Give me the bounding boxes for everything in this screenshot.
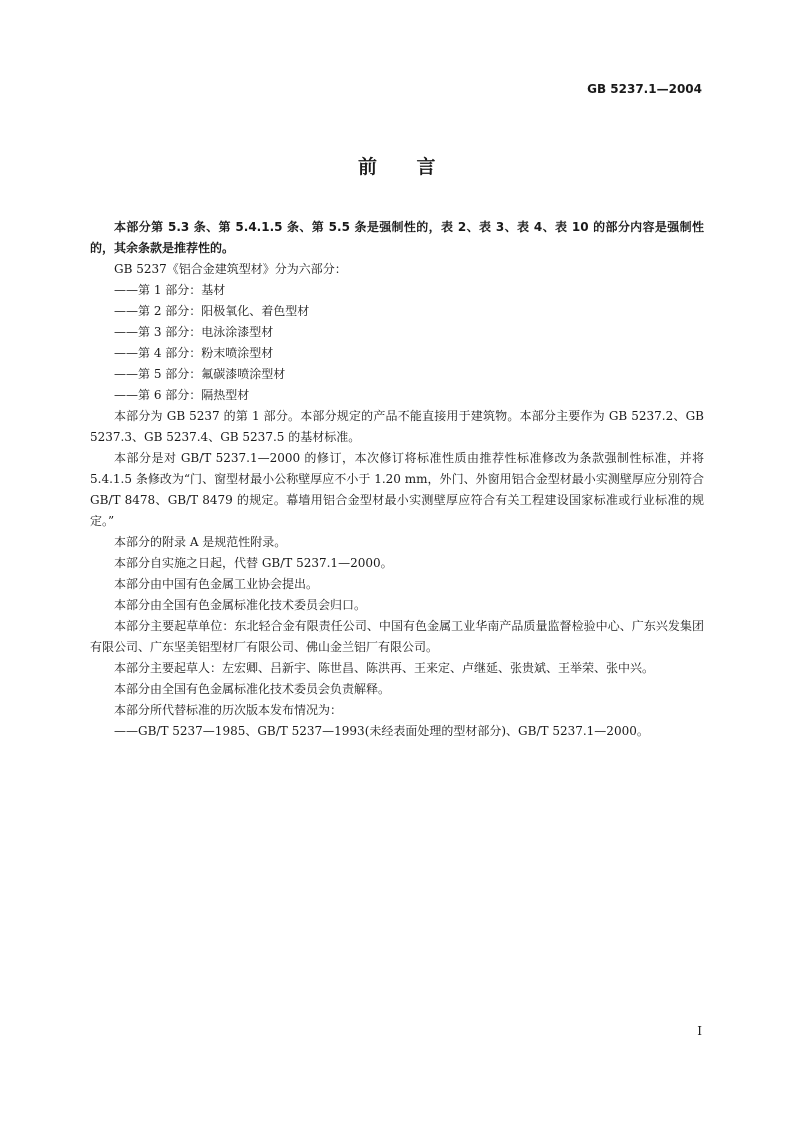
drafting-units-paragraph: 本部分主要起草单位：东北轻合金有限责任公司、中国有色金属工业华南产品质量监督检验中心、广东兴发集团有限公司、广东坚美铝型材厂有限公司、佛山金兰铝厂有限公司。 [90, 619, 704, 654]
part-list-item: ——第 2 部分：阳极氧化、着色型材 [114, 304, 310, 318]
part-list-item: ——第 6 部分：隔热型材 [114, 388, 250, 402]
history-list-item: ——GB/T 5237—1985、GB/T 5237—1993(未经表面处理的型材部分)、GB/T 5237.1—2000。 [114, 724, 649, 738]
proposer-paragraph: 本部分由中国有色金属工业协会提出。 [114, 577, 319, 591]
mandatory-clause-statement: 本部分第 5.3 条、第 5.4.1.5 条、第 5.5 条是强制性的，表 2、表 3、表 4、表 10 的部分内容是强制性的，其余条款是推荐性的。 [90, 220, 704, 255]
part-list-item: ——第 5 部分：氟碳漆喷涂型材 [114, 367, 286, 381]
foreword-body [90, 217, 704, 742]
part-list-item: ——第 4 部分：粉末喷涂型材 [114, 346, 274, 360]
history-intro: 本部分所代替标准的历次版本发布情况为： [114, 703, 343, 717]
annex-paragraph: 本部分的附录 A 是规范性附录。 [114, 535, 287, 549]
part-list-item: ——第 1 部分：基材 [114, 283, 226, 297]
scope-paragraph: 本部分为 GB 5237 的第 1 部分。本部分规定的产品不能直接用于建筑物。本部分主要作为 GB 5237.2、GB 5237.3、GB 5237.4、GB 5237.5 的基材标准。 [90, 409, 704, 444]
centralized-paragraph: 本部分由全国有色金属标准化技术委员会归口。 [114, 598, 367, 612]
standard-code: GB 5237.1—2004 [587, 82, 702, 96]
page-title: 前 言 [357, 156, 436, 178]
revision-paragraph: 本部分是对 GB/T 5237.1—2000 的修订，本次修订将标准性质由推荐性标准修改为条款强制性标准，并将 5.4.1.5 条修改为“门、窗型材最小公称壁厚应不小于 1.20 mm，外门、外窗用铝合金型材最小实测壁厚应分别符合 GB/T 8478、GB/T 8479 的规定。幕墙用铝合金型材最小实测壁厚应符合有关工程建设国家标准或行业标准的规定。” [90, 451, 704, 528]
parts-intro: GB 5237《铝合金建筑型材》分为六部分： [114, 262, 347, 276]
interpretation-paragraph: 本部分由全国有色金属标准化技术委员会负责解释。 [114, 682, 391, 696]
part-list-item: ——第 3 部分：电泳涂漆型材 [114, 325, 274, 339]
drafters-paragraph: 本部分主要起草人：左宏卿、吕新宇、陈世昌、陈洪再、王来定、卢继延、张贵斌、王举荣、张中兴。 [114, 661, 655, 675]
page-number: I [697, 1024, 702, 1038]
replacement-paragraph: 本部分自实施之日起，代替 GB/T 5237.1—2000。 [114, 556, 393, 570]
